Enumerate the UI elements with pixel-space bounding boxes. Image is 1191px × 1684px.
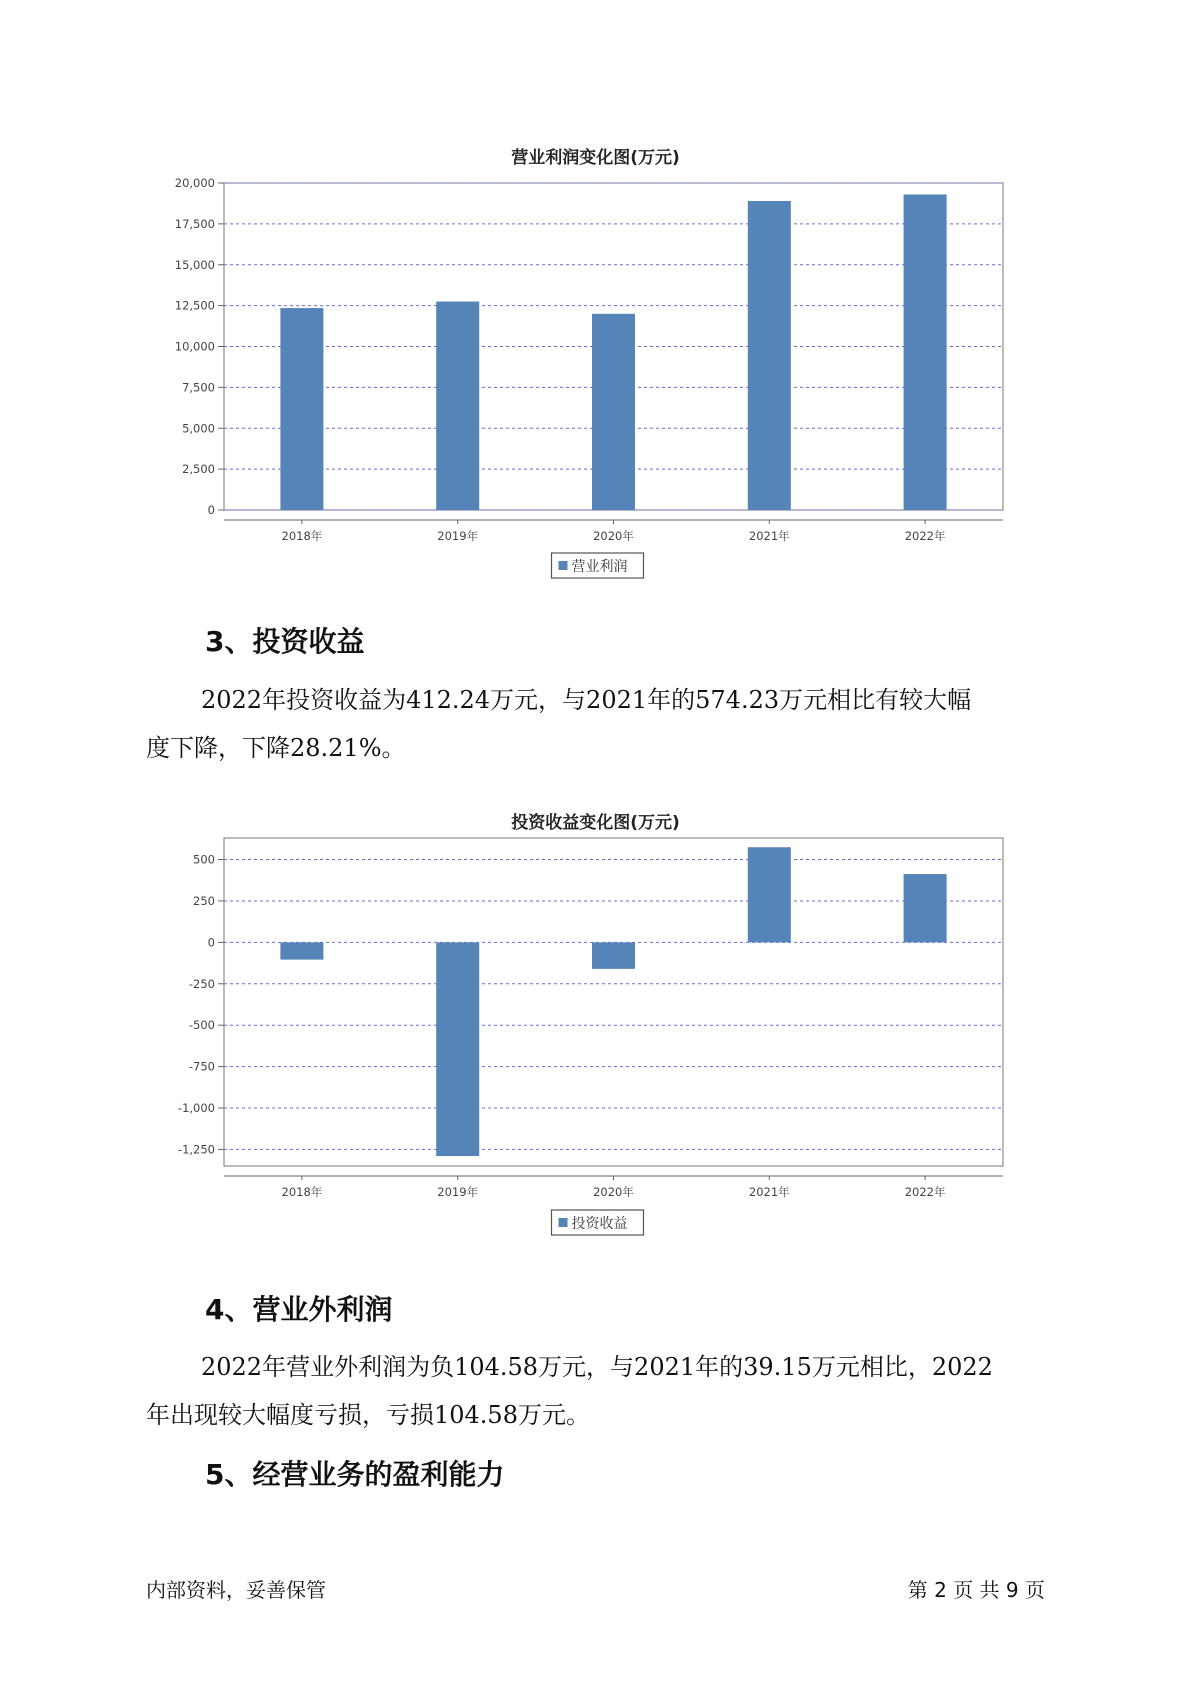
legend-label: 投资收益	[571, 1216, 628, 1232]
y-tick-label: 250	[193, 893, 215, 908]
footer-confidential-note: 内部资料，妥善保管	[146, 1578, 326, 1602]
y-tick-label: -500	[188, 1018, 215, 1033]
plot-area	[224, 838, 1003, 1166]
section-heading-business-profitability: 5、经营业务的盈利能力	[205, 1458, 505, 1491]
y-tick-label: -1,250	[177, 1142, 215, 1157]
y-tick-label: 0	[207, 935, 215, 950]
x-tick-label: 2021年	[748, 529, 790, 543]
non-operating-profit-paragraph	[146, 1343, 1066, 1439]
paragraph-line: 度下降，下降28.21%。	[146, 734, 406, 762]
section-heading-investment-income: 3、投资收益	[205, 625, 365, 658]
footer-page-number: 第 2 页 共 9 页	[907, 1578, 1045, 1602]
bar	[748, 847, 791, 942]
x-tick-label: 2022年	[904, 529, 946, 543]
chart-title: 投资收益变化图(万元)	[511, 813, 680, 833]
bar	[592, 942, 635, 969]
x-tick-label: 2022年	[904, 1185, 946, 1199]
y-tick-label: 2,500	[182, 462, 215, 477]
x-tick-label: 2019年	[437, 1185, 479, 1199]
x-tick-label: 2018年	[281, 1185, 323, 1199]
paragraph-line: 2022年营业外利润为负104.58万元，与2021年的39.15万元相比，2022	[201, 1353, 993, 1381]
y-tick-label: -1,000	[177, 1101, 215, 1116]
bar	[904, 874, 947, 942]
paragraph-line: 2022年投资收益为412.24万元，与2021年的574.23万元相比有较大幅	[201, 686, 972, 714]
y-tick-label: 17,500	[174, 216, 215, 231]
chart-title: 营业利润变化图(万元)	[511, 148, 680, 168]
y-tick-label: 7,500	[182, 380, 215, 395]
legend-swatch	[559, 1218, 568, 1227]
x-tick-label: 2019年	[437, 529, 479, 543]
y-tick-label: 5,000	[182, 421, 215, 436]
section-heading-non-operating-profit: 4、营业外利润	[205, 1293, 393, 1326]
x-tick-label: 2018年	[281, 529, 323, 543]
legend-label: 营业利润	[571, 559, 628, 575]
x-tick-label: 2021年	[748, 1185, 790, 1199]
y-tick-label: 15,000	[174, 257, 215, 272]
y-tick-label: 500	[193, 852, 215, 867]
y-tick-label: -250	[188, 976, 215, 991]
bar	[436, 942, 479, 1156]
y-tick-label: 20,000	[174, 176, 215, 190]
x-tick-label: 2020年	[593, 1185, 634, 1199]
bar	[280, 942, 323, 959]
x-tick-label: 2020年	[593, 529, 634, 543]
y-tick-label: 0	[207, 503, 215, 517]
y-tick-label: 10,000	[174, 339, 215, 354]
y-tick-label: -750	[188, 1059, 215, 1074]
y-tick-label: 12,500	[174, 298, 215, 313]
paragraph-line: 年出现较大幅度亏损，亏损104.58万元。	[146, 1401, 590, 1429]
